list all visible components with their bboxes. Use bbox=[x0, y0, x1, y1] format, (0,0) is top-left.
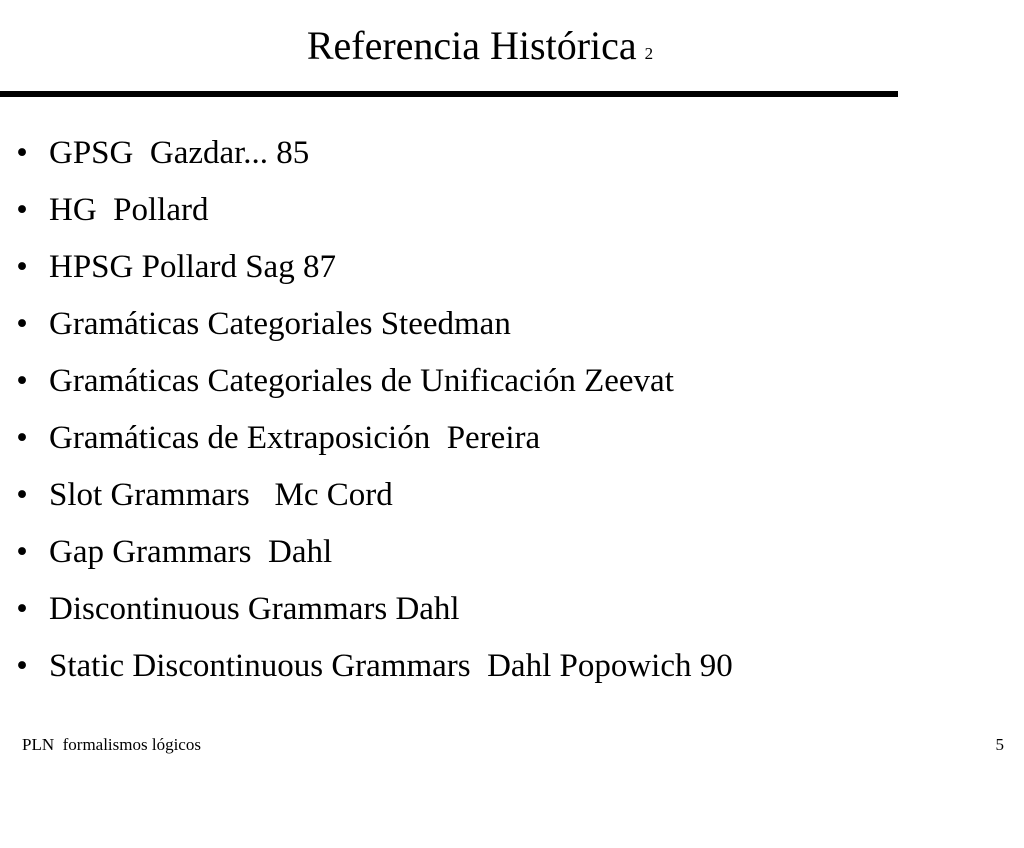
slide-title-suffix: 2 bbox=[644, 44, 654, 63]
bullet-text: Gramáticas Categoriales Steedman bbox=[49, 306, 511, 342]
bullet-text: Gap Grammars Dahl bbox=[49, 534, 333, 570]
bullet-icon: • bbox=[16, 477, 28, 513]
slide-title bbox=[0, 20, 960, 80]
bullet-icon: • bbox=[16, 306, 28, 342]
bullet-item bbox=[0, 355, 674, 412]
bullet-item bbox=[0, 469, 393, 526]
bullet-item bbox=[0, 298, 511, 355]
bullet-item bbox=[0, 241, 336, 298]
bullet-text: Slot Grammars Mc Cord bbox=[49, 477, 393, 513]
footer-course-label: PLN formalismos lógicos bbox=[22, 735, 201, 754]
bullet-icon: • bbox=[16, 192, 28, 228]
bullet-text: HPSG Pollard Sag 87 bbox=[49, 249, 336, 285]
slide-title-text: Referencia Histórica bbox=[306, 23, 637, 68]
bullet-item bbox=[0, 127, 310, 184]
title-divider bbox=[0, 91, 898, 97]
bullet-item bbox=[0, 412, 541, 469]
bullet-item bbox=[0, 526, 333, 583]
bullet-icon: • bbox=[16, 363, 28, 399]
bullet-icon: • bbox=[16, 534, 28, 570]
bullet-item bbox=[0, 640, 733, 697]
bullet-text: Discontinuous Grammars Dahl bbox=[49, 591, 460, 627]
bullet-icon: • bbox=[16, 420, 28, 456]
bullet-item bbox=[0, 583, 460, 640]
bullet-text: Gramáticas Categoriales de Unificación Zeevat bbox=[49, 363, 674, 399]
bullet-list bbox=[0, 127, 733, 697]
bullet-icon: • bbox=[16, 249, 28, 285]
bullet-icon: • bbox=[16, 648, 28, 684]
bullet-text: HG Pollard bbox=[49, 192, 209, 228]
bullet-text: GPSG Gazdar... 85 bbox=[49, 135, 310, 171]
bullet-icon: • bbox=[16, 135, 28, 171]
bullet-text: Static Discontinuous Grammars Dahl Popowich 90 bbox=[49, 648, 733, 684]
bullet-text: Gramáticas de Extraposición Pereira bbox=[49, 420, 541, 456]
bullet-icon: • bbox=[16, 591, 28, 627]
bullet-item bbox=[0, 184, 209, 241]
footer-page-number: 5 bbox=[995, 735, 1004, 754]
